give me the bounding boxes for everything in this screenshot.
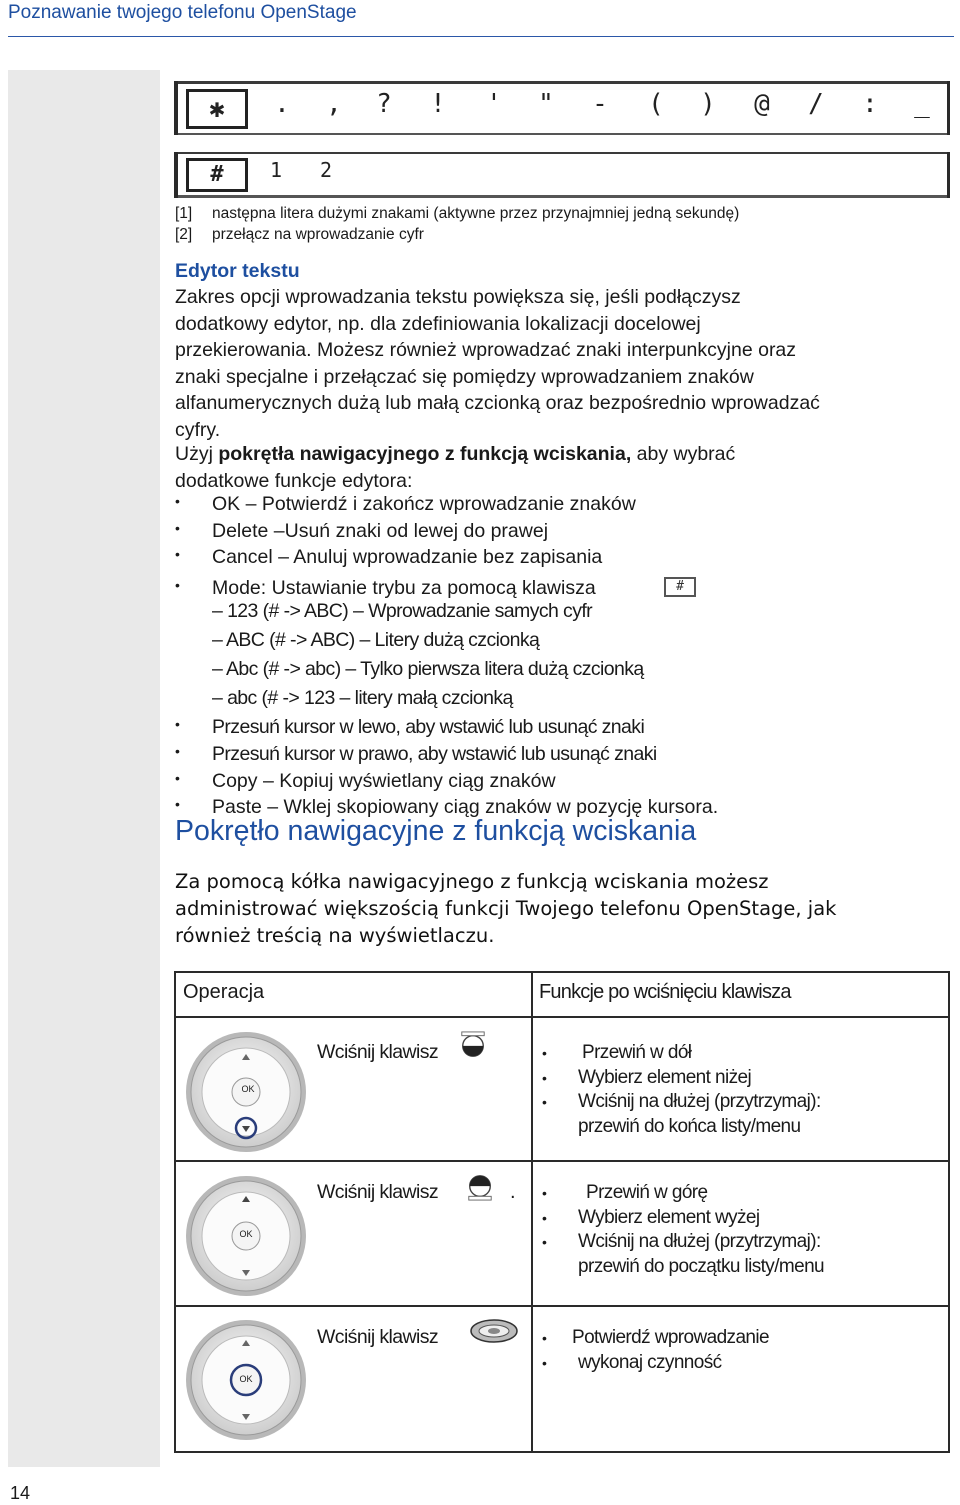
footnote-1: [1] następna litera dużymi znakami (aktywne przez przynajmniej jedną sekundę) (175, 205, 740, 222)
key-at: @ (754, 89, 770, 119)
page-number: 14 (10, 1483, 31, 1503)
navigator-ok-key-icon (469, 1318, 519, 1344)
key-paren-close: ) (700, 89, 716, 119)
operation-text: Wciśnij klawisz (317, 1041, 439, 1063)
function-item-continuation: przewiń do końca listy/menu (578, 1115, 801, 1137)
key-exclamation: ! (430, 89, 446, 119)
footnote-2: [2] przełącz na wprowadzanie cyfr (175, 226, 424, 243)
key-asterisk: ✱ (186, 89, 248, 129)
section-title-text-editor: Edytor tekstu (175, 260, 300, 282)
function-item: • Wciśnij na dłużej (przytrzymaj): (542, 1091, 821, 1112)
ok-label: OK (239, 1229, 253, 1239)
editor-description: Zakres opcji wprowadzania tekstu powiększa się, jeśli podłączysz dodatkowy edytor, np. dla zdefiniowania lokalizacji docelowej przekierowania. Możesz również wprowadzać znaki interpunkcyjne oraz znaki specjalne i przełączać się pomiędzy wprowadzaniem znaków alfanumerycznych dużą lub małą czcionką oraz bezpośrednio wprowadzać cyfry. (175, 286, 820, 441)
key-period: . (274, 89, 290, 119)
key-1: 1 (269, 158, 283, 182)
function-item: • wykonaj czynność (542, 1351, 722, 1373)
key-apostrophe: ' (486, 89, 502, 119)
function-item: • Przewiń w dół (542, 1042, 692, 1063)
left-margin-band (8, 70, 160, 1467)
function-item-continuation: przewiń do początku listy/menu (578, 1255, 825, 1277)
special-characters-keystrip (174, 81, 950, 135)
function-item: • Wybierz element niżej (542, 1066, 752, 1088)
mode-subitem: – ABC (# -> ABC) – Litery dużą czcionką (212, 629, 540, 651)
key-comma: , (326, 89, 342, 119)
operation-text: Wciśnij klawisz (317, 1326, 439, 1348)
key-question: ? (376, 89, 392, 119)
function-item: • Potwierdź wprowadzanie (542, 1327, 769, 1348)
page-header-title: Poznawanie twojego telefonu OpenStage (8, 2, 357, 23)
ok-label: OK (241, 1084, 255, 1094)
column-header-operation: Operacja (183, 981, 265, 1003)
function-item: • Wybierz element wyżej (542, 1206, 760, 1228)
function-item: • Wciśnij na dłużej (przytrzymaj): (542, 1231, 821, 1252)
mode-subitem: – Abc (# -> abc) – Tylko pierwsza litera dużą czcionką (212, 658, 644, 680)
operation-text: Wciśnij klawisz (317, 1181, 439, 1203)
column-header-functions: Funkcje po wciśnięciu klawisza (539, 981, 791, 1003)
key-underscore: _ (914, 89, 930, 119)
key-slash: / (808, 89, 824, 119)
operation-period: . (510, 1181, 516, 1203)
key-paren-open: ( (648, 89, 664, 119)
header-rule (8, 36, 954, 37)
navigator-up-key-icon (466, 1173, 494, 1201)
key-hash: # (186, 158, 248, 192)
function-list (542, 1181, 824, 1279)
section-title-navigator: Pokrętło nawigacyjne z funkcją wciskania (175, 815, 697, 847)
ok-label: OK (239, 1374, 253, 1384)
editor-usage-line: Użyj pokrętła nawigacyjnego z funkcją wciskania, aby wybrać dodatkowe funkcje edytora: (175, 443, 736, 492)
mode-subitem: – 123 (# -> ABC) – Wprowadzanie samych cyfr (212, 600, 593, 622)
hash-key-icon: # (664, 577, 696, 597)
function-list (542, 1326, 769, 1375)
navigator-down-key-icon (459, 1031, 487, 1059)
mode-subitem: – abc (# -> 123 – litery małą czcionką (212, 687, 513, 709)
function-item: • Przewiń w górę (542, 1182, 708, 1203)
key-2: 2 (319, 158, 333, 182)
navigator-functions-table (174, 971, 950, 1453)
function-list (542, 1041, 821, 1139)
key-hyphen: - (592, 89, 608, 119)
key-colon: : (862, 89, 878, 119)
digit-mode-keystrip (174, 152, 950, 198)
key-quote: " (538, 89, 554, 119)
navigator-intro: Za pomocą kółka nawigacyjnego z funkcją wciskania możesz administrować większością funkcji Twojego telefonu OpenStage, jak również treścią na wyświetlaczu. (175, 870, 837, 947)
